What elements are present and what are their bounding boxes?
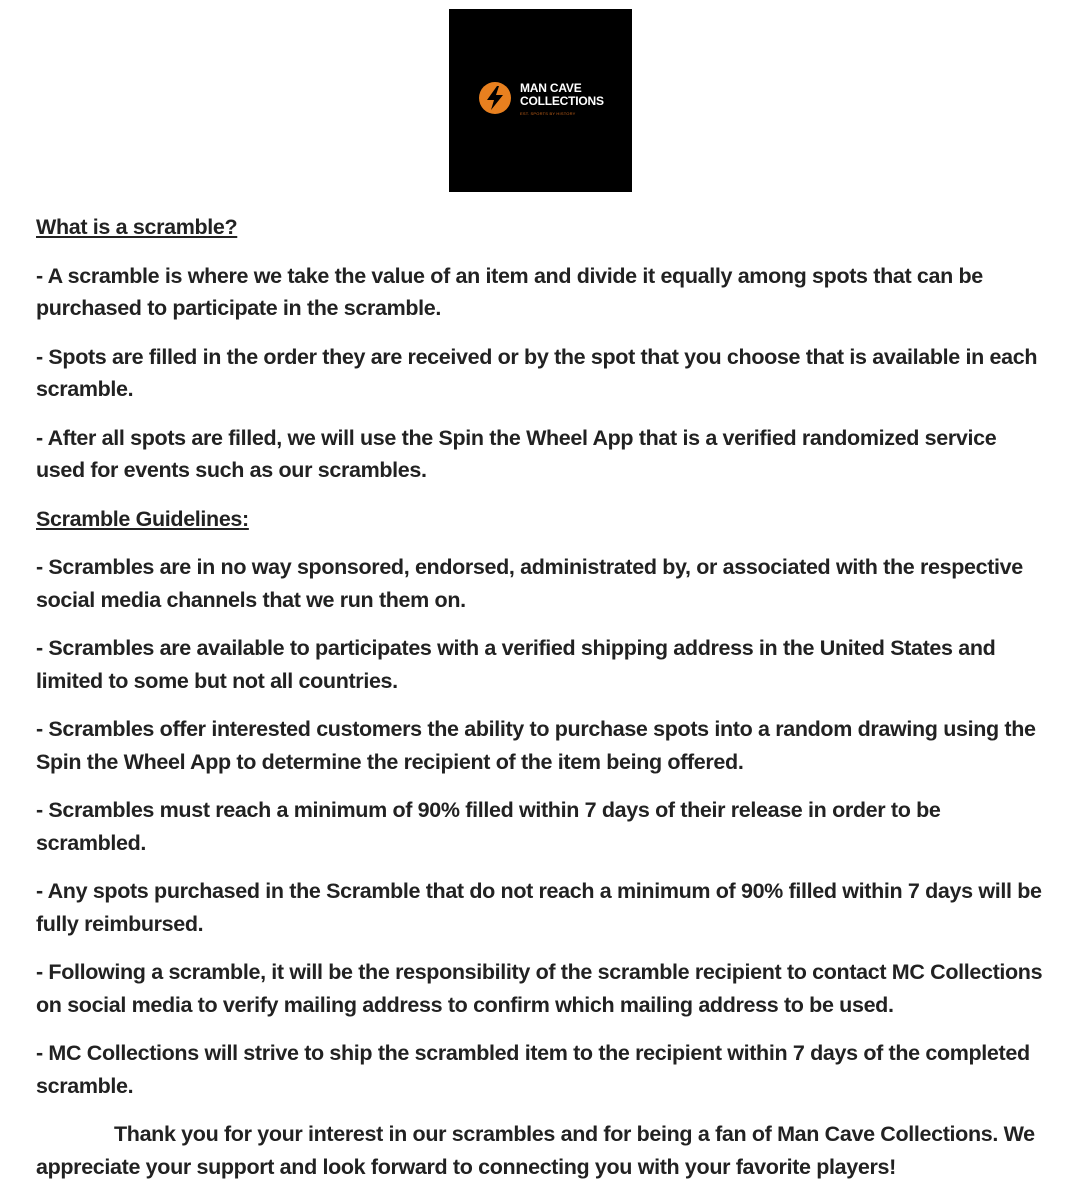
closing-paragraph: Thank you for your interest in our scrambles and for being a fan of Man Cave Collections. We appreciate your support and look forward to connecting you with your favorite players!: [36, 1122, 1035, 1179]
paragraph: - Spots are filled in the order they are received or by the spot that you choose that is available in each scramble.: [36, 344, 1038, 401]
guideline-item: - Scrambles must reach a minimum of 90% filled within 7 days of their release in order to be scrambled.: [36, 798, 941, 855]
section-heading-guidelines: Scramble Guidelines:: [36, 506, 249, 531]
document-body: [36, 211, 1046, 1183]
logo-tagline: EST. SPORTS BY HISTORY: [520, 111, 576, 116]
guideline-item: - Scrambles are in no way sponsored, endorsed, administrated by, or associated with the respective social media channels that we run them on.: [36, 555, 1023, 612]
lightning-bolt-icon: [478, 81, 512, 115]
guideline-item: - MC Collections will strive to ship the scrambled item to the recipient within 7 days of the completed scramble.: [36, 1041, 1030, 1098]
logo-name: MAN CAVE COLLECTIONS: [520, 81, 604, 108]
paragraph: - A scramble is where we take the value of an item and divide it equally among spots that can be purchased to participate in the scramble.: [36, 263, 983, 320]
section-heading-what-is-scramble: What is a scramble?: [36, 215, 238, 239]
guideline-item: - Following a scramble, it will be the responsibility of the scramble recipient to contact MC Collections on social media to verify mailing address to confirm which mailing address to be used.: [36, 960, 1043, 1017]
guideline-item: - Scrambles are available to participates with a verified shipping address in the United States and limited to some but not all countries.: [36, 636, 996, 693]
logo: [449, 9, 632, 192]
guideline-item: - Scrambles offer interested customers the ability to purchase spots into a random drawing using the Spin the Wheel App to determine the recipient of the item being offered.: [36, 717, 1036, 774]
guideline-item: - Any spots purchased in the Scramble that do not reach a minimum of 90% filled within 7 days will be fully reimbursed.: [36, 879, 1042, 936]
paragraph: - After all spots are filled, we will use the Spin the Wheel App that is a verified randomized service used for events such as our scrambles.: [36, 425, 997, 482]
